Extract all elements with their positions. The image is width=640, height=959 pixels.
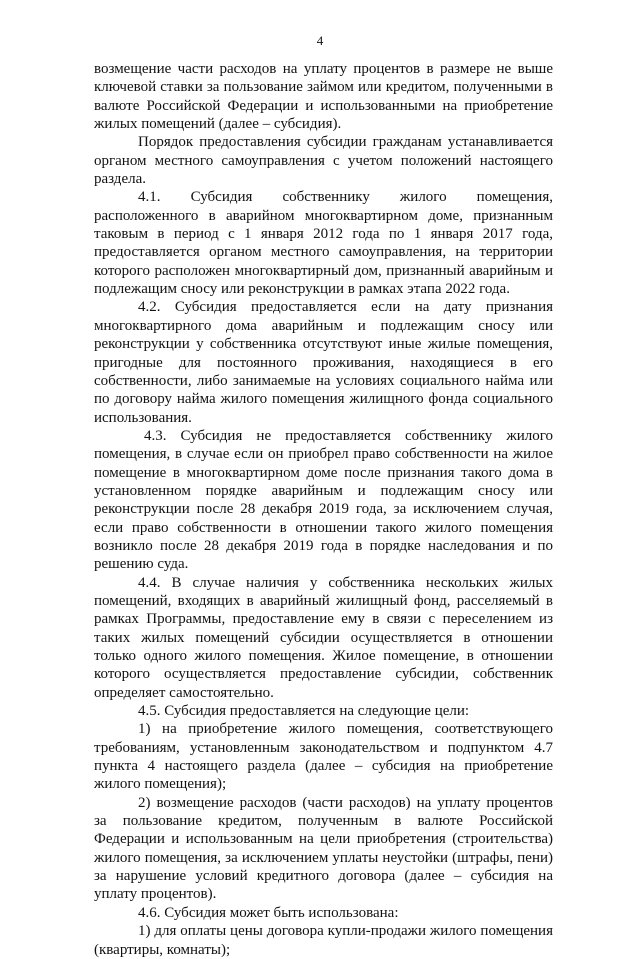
paragraph-procedure: Порядок предоставления субсидии гражданам устанавливается органом местного самоуправления с учетом положений настоящего раздела.	[94, 134, 553, 188]
document-body	[94, 60, 553, 959]
paragraph-4-6: 4.6. Субсидия может быть использована:	[138, 904, 399, 921]
paragraph-4-2: 4.2. Субсидия предоставляется если на дату признания многоквартирного дома аварийным и подлежащим сносу или реконструкции у собственника отсутствуют иные жилые помещения, пригодные для постоянного проживания, находящиеся в его собственности, либо занимаемые на условиях социального найма или по договору найма жилого помещения жилищного фонда социального использования.	[94, 299, 553, 426]
paragraph-4-3: 4.3. Субсидия не предоставляется собственнику жилого помещения, в случае если он приобрел право собственности на жилое помещение в многоквартирном доме после признания такого дома в установленном порядке аварийным и подлежащим сносу или реконструкции после 28 декабря 2019 года, за исключением случая, если право собственности в отношении такого жилого помещения возникло после 28 декабря 2019 года в порядке наследования и по решению суда.	[94, 427, 553, 573]
paragraph-4-5-item-1: 1) на приобретение жилого помещения, соответствующего требованиям, установленным законодательством и подпунктом 4.7 пункта 4 настоящего раздела (далее – субсидия на приобретение жилого помещения);	[94, 721, 553, 793]
paragraph-4-5-item-2: 2) возмещение расходов (части расходов) на уплату процентов за пользование кредитом, полученным в валюте Российской Федерации и использованным на цели приобретения (строительства) жилого помещения, за исключением уплаты неустойки (штрафы, пени) за нарушение условий кредитного договора (далее – субсидия на уплату процентов).	[94, 794, 553, 903]
page-number: 4	[316, 33, 324, 48]
paragraph-4-5: 4.5. Субсидия предоставляется на следующие цели:	[138, 703, 470, 720]
paragraph-4-4: 4.4. В случае наличия у собственника нескольких жилых помещений, входящих в аварийный жилищный фонд, расселяемый в рамках Программы, предоставление ему в связи с переселением из таких жилых помещений субсидии осуществляется в отношении только одного жилого помещения. Жилое помещение, в отношении которого осуществляется предоставление субсидии, собственник определяет самостоятельно.	[94, 574, 553, 701]
paragraph-continuation: возмещение части расходов на уплату процентов в размере не выше ключевой ставки за пользование займом или кредитом, полученными в валюте Российской Федерации и использованными на приобретение жилых помещений (далее – субсидия).	[94, 61, 553, 133]
paragraph-4-6-item-1: 1) для оплаты цены договора купли-продажи жилого помещения (квартиры, комнаты);	[94, 923, 553, 958]
paragraph-4-1: 4.1. Субсидия собственнику жилого помещения, расположенного в аварийном многоквартирном доме, признанным таковым в период с 1 января 2012 года по 1 января 2017 года, предоставляется органом местного самоуправления, на территории которого расположен многоквартирный дом, признанный аварийным и подлежащим сносу или реконструкции в рамках этапа 2022 года.	[94, 189, 553, 298]
